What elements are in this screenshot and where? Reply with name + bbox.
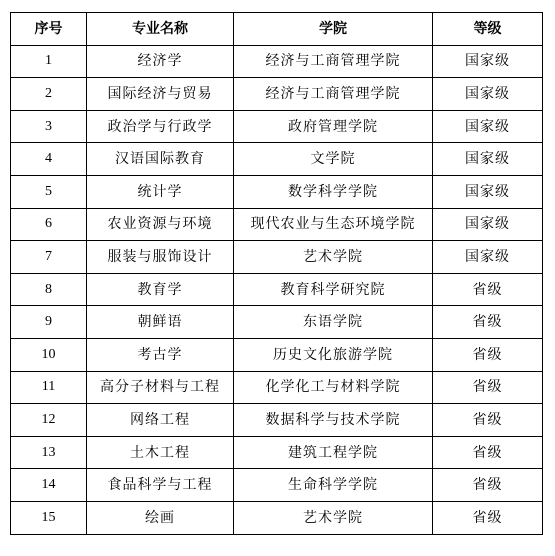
- cell-major: 绘画: [87, 501, 234, 534]
- cell-major: 考古学: [87, 338, 234, 371]
- cell-level: 省级: [433, 469, 543, 502]
- cell-major: 统计学: [87, 175, 234, 208]
- cell-no: 1: [11, 45, 87, 78]
- cell-level: 国家级: [433, 78, 543, 111]
- table-row: [11, 110, 543, 143]
- table-row: [11, 273, 543, 306]
- cell-no: 5: [11, 175, 87, 208]
- header-no: 序号: [11, 13, 87, 46]
- cell-college: 数学科学学院: [234, 175, 433, 208]
- cell-no: 2: [11, 78, 87, 111]
- table-row: [11, 501, 543, 534]
- cell-no: 12: [11, 404, 87, 437]
- cell-level: 省级: [433, 306, 543, 339]
- cell-no: 7: [11, 241, 87, 274]
- table-row: [11, 436, 543, 469]
- cell-college: 艺术学院: [234, 241, 433, 274]
- cell-no: 3: [11, 110, 87, 143]
- header-major: 专业名称: [87, 13, 234, 46]
- cell-level: 国家级: [433, 45, 543, 78]
- cell-major: 土木工程: [87, 436, 234, 469]
- table-row: [11, 371, 543, 404]
- cell-level: 国家级: [433, 143, 543, 176]
- cell-no: 8: [11, 273, 87, 306]
- cell-no: 6: [11, 208, 87, 241]
- cell-college: 东语学院: [234, 306, 433, 339]
- cell-level: 省级: [433, 436, 543, 469]
- cell-no: 11: [11, 371, 87, 404]
- cell-major: 食品科学与工程: [87, 469, 234, 502]
- table-body: [11, 45, 543, 534]
- cell-no: 9: [11, 306, 87, 339]
- cell-college: 化学化工与材料学院: [234, 371, 433, 404]
- cell-major: 朝鲜语: [87, 306, 234, 339]
- cell-college: 生命科学学院: [234, 469, 433, 502]
- header-college: 学院: [234, 13, 433, 46]
- cell-no: 4: [11, 143, 87, 176]
- cell-college: 历史文化旅游学院: [234, 338, 433, 371]
- cell-level: 国家级: [433, 110, 543, 143]
- cell-college: 经济与工商管理学院: [234, 45, 433, 78]
- cell-major: 汉语国际教育: [87, 143, 234, 176]
- cell-college: 文学院: [234, 143, 433, 176]
- cell-level: 省级: [433, 404, 543, 437]
- table-row: [11, 404, 543, 437]
- cell-college: 教育科学研究院: [234, 273, 433, 306]
- cell-level: 省级: [433, 273, 543, 306]
- table-header: [11, 13, 543, 46]
- cell-level: 省级: [433, 371, 543, 404]
- cell-major: 教育学: [87, 273, 234, 306]
- cell-level: 省级: [433, 338, 543, 371]
- cell-level: 国家级: [433, 241, 543, 274]
- header-level: 等级: [433, 13, 543, 46]
- cell-college: 艺术学院: [234, 501, 433, 534]
- cell-level: 省级: [433, 501, 543, 534]
- cell-no: 15: [11, 501, 87, 534]
- table-row: [11, 241, 543, 274]
- cell-no: 14: [11, 469, 87, 502]
- table-row: [11, 143, 543, 176]
- cell-no: 13: [11, 436, 87, 469]
- table-row: [11, 208, 543, 241]
- header-row: [11, 13, 543, 46]
- table-row: [11, 306, 543, 339]
- table-row: [11, 338, 543, 371]
- cell-major: 国际经济与贸易: [87, 78, 234, 111]
- cell-major: 网络工程: [87, 404, 234, 437]
- cell-level: 国家级: [433, 208, 543, 241]
- majors-table: [10, 12, 543, 535]
- cell-major: 高分子材料与工程: [87, 371, 234, 404]
- table-row: [11, 45, 543, 78]
- cell-major: 服装与服饰设计: [87, 241, 234, 274]
- table-row: [11, 175, 543, 208]
- cell-college: 数据科学与技术学院: [234, 404, 433, 437]
- cell-no: 10: [11, 338, 87, 371]
- cell-level: 国家级: [433, 175, 543, 208]
- cell-college: 现代农业与生态环境学院: [234, 208, 433, 241]
- cell-major: 政治学与行政学: [87, 110, 234, 143]
- table-row: [11, 78, 543, 111]
- cell-college: 经济与工商管理学院: [234, 78, 433, 111]
- cell-major: 经济学: [87, 45, 234, 78]
- table-row: [11, 469, 543, 502]
- cell-major: 农业资源与环境: [87, 208, 234, 241]
- cell-college: 建筑工程学院: [234, 436, 433, 469]
- cell-college: 政府管理学院: [234, 110, 433, 143]
